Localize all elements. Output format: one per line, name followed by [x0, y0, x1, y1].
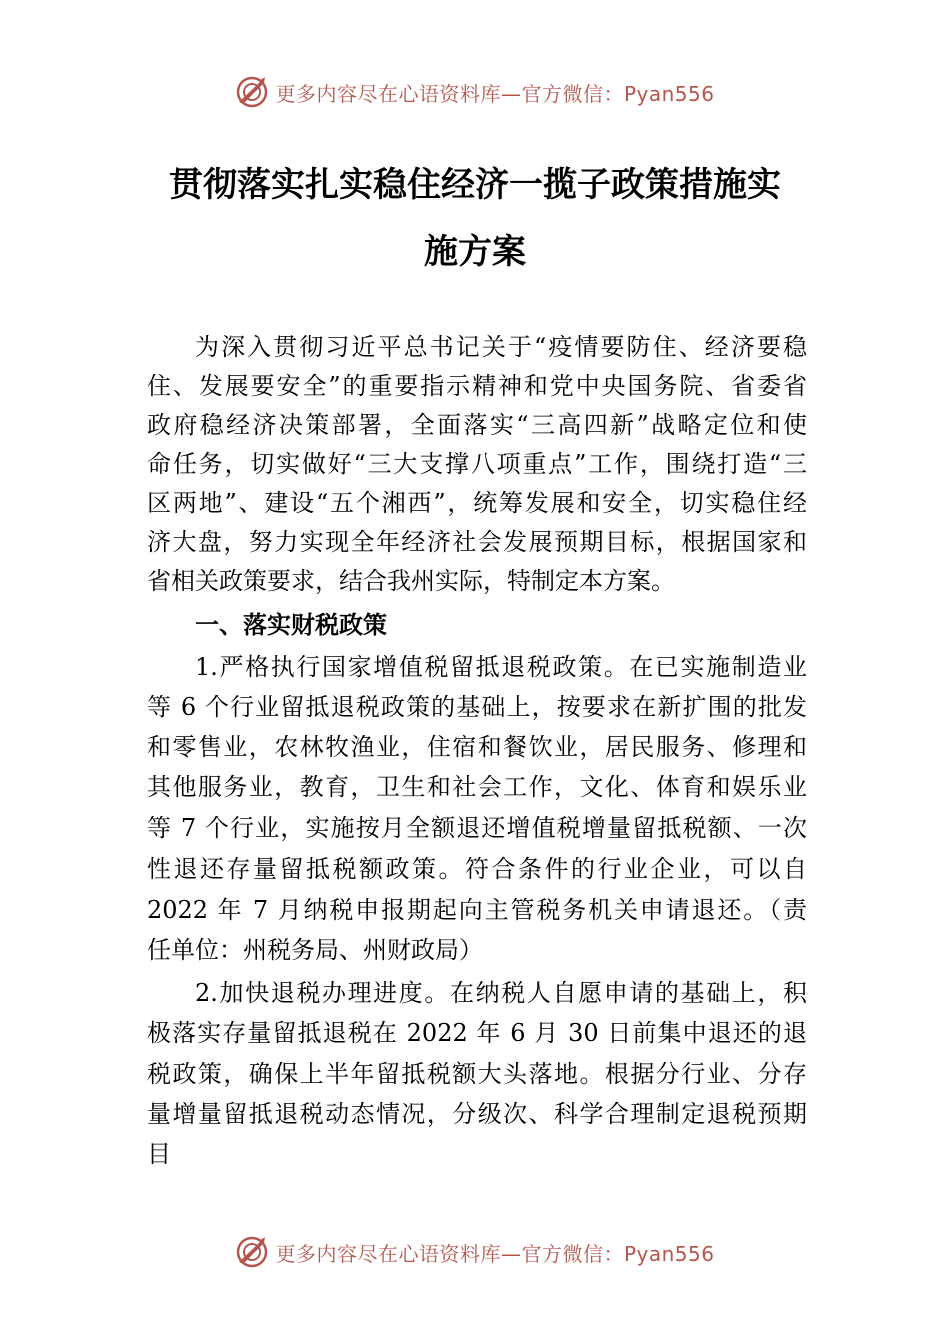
item1-line: 任单位：州税务局、州财政局）	[147, 936, 483, 964]
intro-line: 省相关政策要求，结合我州实际，特制定本方案。	[147, 567, 675, 595]
item1-line: 1.严格执行国家增值税留抵退税政策。在已实施制造业	[195, 653, 807, 681]
intro-line: 住、发展要安全”的重要指示精神和党中央国务院、省委省	[147, 372, 807, 400]
watermark-banner-bottom	[0, 1232, 950, 1272]
item1-line: 性退还存量留抵税额政策。符合条件的行业企业，可以自	[147, 855, 807, 883]
intro-line: 为深入贯彻习近平总书记关于“疫情要防住、经济要稳	[195, 333, 807, 361]
library-logo-icon	[235, 75, 269, 109]
watermark-text: 更多内容尽在心语资料库—官方微信：Pyan556	[275, 81, 715, 106]
item2-line: 税政策，确保上半年留抵税额大头落地。根据分行业、分存	[147, 1060, 807, 1088]
watermark-banner-top	[0, 72, 950, 112]
library-logo-icon	[235, 1235, 269, 1269]
item2-line: 目	[147, 1140, 171, 1168]
item2-line: 2.加快退税办理进度。在纳税人自愿申请的基础上，积	[195, 979, 807, 1007]
intro-line: 济大盘，努力实现全年经济社会发展预期目标，根据国家和	[147, 528, 807, 556]
item2-line: 极落实存量留抵退税在 2022 年 6 月 30 日前集中退还的退	[147, 1019, 807, 1047]
item1-line: 其他服务业，教育，卫生和社会工作，文化、体育和娱乐业	[147, 773, 807, 801]
item1-line: 等 7 个行业，实施按月全额退还增值税增量留抵税额、一次	[147, 814, 807, 842]
document-title-line-1: 贯彻落实扎实稳住经济一揽子政策措施实	[169, 165, 781, 205]
watermark-text: 更多内容尽在心语资料库—官方微信：Pyan556	[275, 1241, 715, 1266]
intro-line: 区两地”、建设“五个湘西”，统筹发展和安全，切实稳住经	[147, 489, 807, 517]
section-heading: 一、落实财税政策	[195, 611, 387, 639]
item1-line: 2022 年 7 月纳税申报期起向主管税务机关申请退还。（责	[147, 896, 807, 924]
document-title-line-2: 施方案	[424, 232, 526, 272]
item1-line: 等 6 个行业留抵退税政策的基础上，按要求在新扩围的批发	[147, 693, 807, 721]
item2-line: 量增量留抵退税动态情况，分级次、科学合理制定退税预期	[147, 1100, 807, 1128]
item1-line: 和零售业，农林牧渔业，住宿和餐饮业，居民服务、修理和	[147, 733, 807, 761]
intro-line: 命任务，切实做好“三大支撑八项重点”工作，围绕打造“三	[147, 450, 807, 478]
intro-line: 政府稳经济决策部署，全面落实“三高四新”战略定位和使	[147, 411, 807, 439]
